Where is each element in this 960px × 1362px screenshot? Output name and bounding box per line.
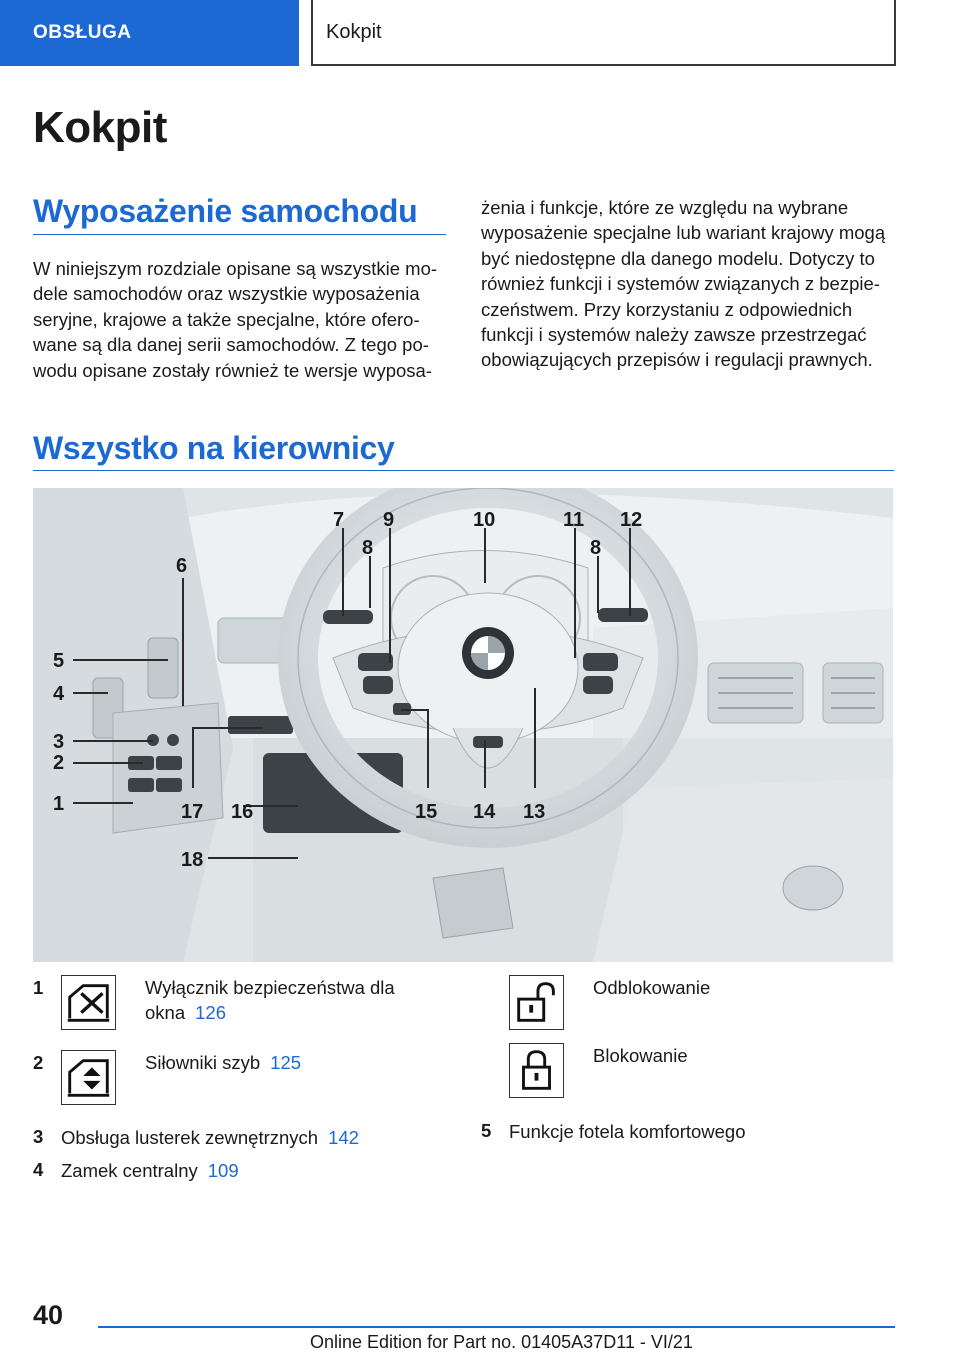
page-title: Kokpit bbox=[33, 103, 167, 152]
intro-paragraph-right bbox=[481, 195, 885, 373]
text-line: wodu opisane zostały również te wersje wyposa‐ bbox=[33, 359, 432, 381]
callout-label: 11 bbox=[563, 509, 585, 531]
section-tab-label: OBSŁUGA bbox=[33, 22, 132, 43]
callout-label: 17 bbox=[181, 801, 204, 823]
callout-label: 10 bbox=[473, 509, 496, 531]
intro-paragraph-left bbox=[33, 256, 437, 383]
callout-label: 15 bbox=[415, 801, 438, 823]
callout-label: 18 bbox=[181, 849, 204, 871]
callout-label: 4 bbox=[53, 683, 65, 705]
page-reference-link[interactable]: 142 bbox=[328, 1127, 359, 1148]
legend-item-central-locking bbox=[61, 1158, 239, 1183]
window-safety-switch-icon bbox=[61, 975, 116, 1030]
legend-text-line: Siłowniki szyb bbox=[145, 1052, 261, 1073]
callout-label: 1 bbox=[53, 793, 65, 815]
callout-label: 6 bbox=[176, 555, 188, 577]
lock-icon bbox=[509, 1043, 564, 1098]
text-line: czeństwem. Przy korzystaniu z odpowiednich bbox=[481, 298, 853, 320]
legend-item-lock: Blokowanie bbox=[593, 1045, 688, 1066]
legend-item-mirrors bbox=[61, 1125, 359, 1150]
callout-label: 5 bbox=[53, 650, 65, 672]
cockpit-drawing bbox=[33, 488, 893, 962]
section-rule bbox=[33, 234, 446, 235]
section-tab bbox=[0, 0, 299, 66]
footer-rule bbox=[98, 1326, 895, 1328]
section-heading-equipment: Wyposażenie samochodu bbox=[33, 193, 418, 229]
legend-number: 4 bbox=[33, 1159, 44, 1180]
legend-text-line: Zamek centralny bbox=[61, 1160, 198, 1181]
text-line: wane są dla danej serii samochodów. Z tego po‐ bbox=[33, 334, 429, 356]
text-line: funkcji i systemów należy zawsze przestrzegać bbox=[481, 324, 867, 346]
unlock-icon bbox=[509, 975, 564, 1030]
legend-item-comfort-seat: Funkcje fotela komfortowego bbox=[509, 1121, 746, 1142]
callout-label: 14 bbox=[473, 801, 496, 823]
text-line: być niedostępne dla danego modelu. Dotyczy to bbox=[481, 247, 875, 269]
legend-number: 5 bbox=[481, 1120, 492, 1141]
text-line: również funkcji i systemów związanych z bezpie‐ bbox=[481, 273, 880, 295]
legend-number: 3 bbox=[33, 1126, 44, 1147]
legend-number: 1 bbox=[33, 977, 44, 998]
legend-item-unlock: Odblokowanie bbox=[593, 977, 711, 998]
callout-label: 8 bbox=[590, 537, 602, 559]
callout-label: 12 bbox=[620, 509, 643, 531]
legend-number: 2 bbox=[33, 1052, 44, 1073]
text-line: żenia i funkcje, które ze względu na wybrane bbox=[481, 197, 849, 218]
text-line: W niniejszym rozdziale opisane są wszystkie mo‐ bbox=[33, 258, 438, 279]
legend-item-window-safety bbox=[145, 975, 395, 1026]
text-line: dele samochodów oraz wszystkie wyposażenia bbox=[33, 283, 420, 305]
callout-label: 8 bbox=[362, 537, 374, 559]
header-title bbox=[311, 0, 896, 66]
text-line: wyposażenie specjalne lub wariant krajowy mogą bbox=[481, 222, 886, 244]
section-rule bbox=[33, 470, 894, 471]
power-window-icon bbox=[61, 1050, 116, 1105]
page-reference-link[interactable]: 126 bbox=[195, 1002, 226, 1024]
header-title-label: Kokpit bbox=[326, 20, 382, 43]
text-line: seryjne, krajowe a także specjalne, które ofero‐ bbox=[33, 308, 420, 330]
callout-label: 16 bbox=[231, 801, 254, 823]
footer-edition: Online Edition for Part no. 01405A37D11 - VI/21 bbox=[310, 1332, 693, 1352]
callout-label: 2 bbox=[53, 752, 65, 774]
legend-item-power-windows bbox=[145, 1050, 301, 1075]
legend-text-line: Obsługa lusterek zewnętrznych bbox=[61, 1127, 319, 1148]
legend-text-line: Wyłącznik bezpieczeństwa dla bbox=[145, 977, 395, 998]
callout-label: 9 bbox=[383, 509, 395, 531]
callout-label: 7 bbox=[333, 509, 345, 531]
page-reference-link[interactable]: 109 bbox=[207, 1160, 239, 1181]
callout-label: 13 bbox=[523, 801, 546, 823]
text-line: obowiązujących przepisów i regulacji prawnych. bbox=[481, 349, 873, 371]
section-heading-steering: Wszystko na kierownicy bbox=[33, 430, 395, 466]
page-number: 40 bbox=[33, 1300, 64, 1330]
legend-text-line: okna bbox=[145, 1002, 186, 1024]
page-reference-link[interactable]: 125 bbox=[270, 1052, 302, 1073]
cockpit-illustration bbox=[33, 488, 893, 962]
callout-label: 3 bbox=[53, 731, 65, 753]
